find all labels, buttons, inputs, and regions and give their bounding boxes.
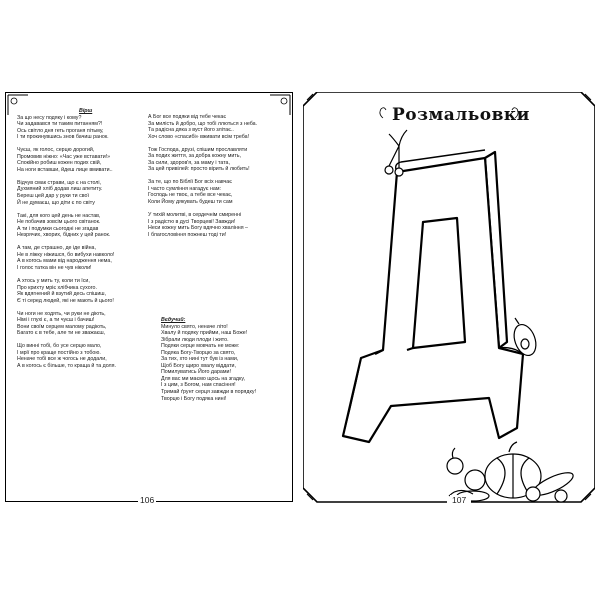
poem-line: Не побачив зовсім цього світанок. (17, 219, 101, 226)
poem-line: Щоб Богу щиро хвалу віддати, (161, 362, 236, 369)
poem-line: Такі, для кого цей день не настав, (17, 212, 101, 219)
poem-line: Й не думаєш, що діти є по світу (17, 199, 95, 206)
poem-line: І з цим, з Богом, нам спасіння! (161, 382, 236, 389)
poem-line: Чи ноги не ходять, чи руки не діють, (17, 310, 106, 317)
poem-line: Що винні тобі, бо усе серцю мало, (17, 343, 102, 350)
page-number-right: 107 (452, 495, 467, 505)
poem-line: А хтось у мить ту, коли ти їси, (17, 277, 90, 284)
poem-line: За те, що по Біблії Бог всіх навчає (148, 179, 232, 186)
poem-line: Хоч слово «спасибі» вживати всім треба! (148, 133, 250, 140)
page-number-left: 106 (140, 495, 155, 505)
coloring-illustration (303, 92, 595, 512)
poem-line: Подяки серце мовчать не може: (161, 343, 240, 350)
poem-line: А в когось є більше, то краща й та доля. (17, 363, 116, 369)
poem-line: Неси кожну мить Богу вдячно хваління – (148, 225, 249, 232)
poem-line: Промовив ніжно: «Час уже вставати!» (17, 153, 111, 160)
poem-line: А в когось мами від народження нема, (17, 258, 112, 265)
poem-line: Подяка Богу-Творцю за свято, (161, 349, 236, 356)
poem-line: Ось світло дня геть проганя пітьму, (17, 127, 104, 134)
poem-line: Помилуватись Його дарами! (161, 369, 231, 376)
poem-line: А Бог все подяки від тебе чекає (148, 114, 227, 120)
poem-line: Неначе тобі все ж чогось не додали, (17, 356, 107, 363)
poem-line: Спокійно робиш кожен подих свій, (17, 160, 102, 167)
poem-line: За цей привілей: просто вірить й любить! (148, 166, 250, 173)
poem-line: Незрячих, хворих, бідних у цей ранок. (17, 232, 111, 239)
poem-line: Є ті серед людей, які не мають й цього! (17, 297, 114, 304)
poem-line: І голос татка він не чув ніколи! (17, 264, 92, 271)
poem-line: Зібрали люди плоди і жито. (161, 336, 229, 343)
letter-d-outline (343, 152, 523, 442)
poem-line: Тож Господа, друзі, спішим прославляти (148, 146, 248, 153)
poem-line: За що несу подяку і кому? (17, 114, 82, 121)
poem-line: Про крихту мріє хлібчика сухого. (17, 284, 97, 291)
poem-line: Як вдягнений й взутий десь спішиш, (17, 291, 107, 298)
poem-line: Не в ліжку ніжишся, бо вибухи навколо! (17, 251, 115, 258)
poem-line: Коли Йому дякувать будеш ти сам (148, 199, 233, 206)
fruit-basket-icon (447, 442, 576, 502)
poem-line: І ти прокинувшись знов бачиш ранок. (17, 134, 109, 141)
poem-line: І часто сумління нагадує нам: (148, 185, 221, 192)
poem-line: Для вас ми маємо щось на згадку, (161, 375, 245, 382)
poem-line: Береш цей дар у руки ти свої (17, 193, 89, 200)
poem-line: Хвалу й подяку прийми, наш Боже! (161, 330, 248, 337)
poem-line: Господь не твоє, а тебе все чекає, (148, 192, 233, 199)
poem-line: Чи задавався ти таким питанням?! (17, 121, 103, 128)
poem-line: Минуло свято, неначе літо! (161, 323, 228, 330)
poem-line: А ти і подумки сьогодні не згадав (17, 225, 99, 232)
cherries-icon (385, 130, 407, 176)
poem-line: Чуєш, як голос, серцю дорогий, (17, 147, 95, 154)
poem-line: Тримай ґрунт серця завжди в порядку! (161, 389, 256, 396)
poem-line: Духмяний хліб додав лиш апетиту. (17, 186, 103, 193)
poem-line: Багато є в тебе, але ти не зважаєш, (17, 330, 106, 337)
poem-title: Вірш (79, 108, 93, 114)
poem-line: Творцю і Богу подяка нині! (161, 395, 227, 402)
poem-line: Вони своїм серцем малому радіють, (17, 323, 107, 330)
host-title: Вєдучий: (161, 317, 186, 323)
poem-line: За сили, здоров'я, за маму і тата, (148, 159, 230, 166)
poem-line: На ноги вставши, йдеш лице вмивати.. (17, 166, 113, 173)
poem-line: За милість й добро, що тобі ллються з неба. (148, 120, 258, 127)
poem-line: А там, де страшно, де іде війна, (17, 245, 96, 252)
poem-line: За тих, хто нині тут був із нами, (161, 356, 239, 363)
coloring-page-title: Розмальовки (392, 105, 530, 125)
poem-line: І мрії про краще постійно з тобою. (17, 349, 101, 356)
poem-line: Відчув смак страви, що є на столі, (17, 179, 102, 186)
poem-line: Та радісна дяка з вуст його злітає.. (148, 127, 234, 134)
poem-line: За подих життя, за добра кожну мить, (148, 153, 242, 160)
poem-line: Німі і глухі є, а ти чуєш і бачиш! (17, 317, 95, 324)
poem-line: І з радістю в дусі Творцеві! Завжди! (148, 218, 236, 225)
poem-line: У тихій молитві, в сердечнім смиренні (148, 212, 242, 219)
poem-line: І благословіння пожнеш тоді ти! (148, 231, 227, 238)
